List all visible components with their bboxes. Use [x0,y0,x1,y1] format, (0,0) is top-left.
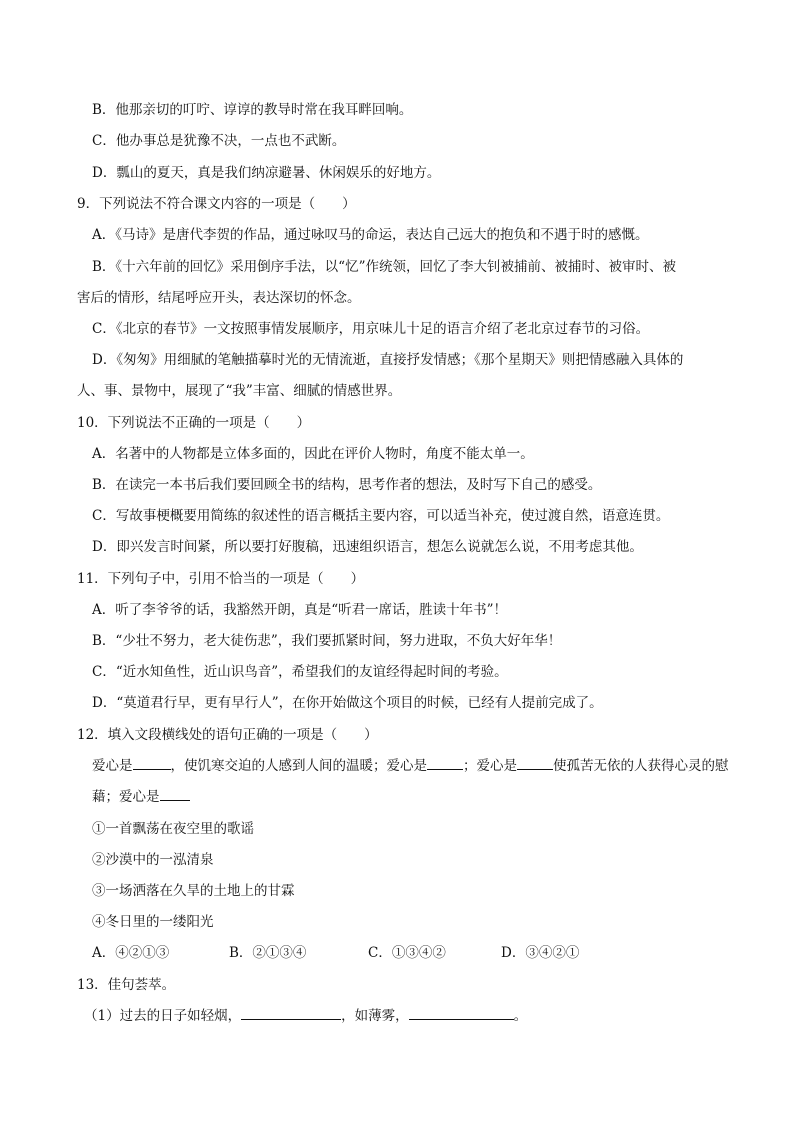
q11-option-d: D．“莫道君行早，更有早行人”，在你开始做这个项目的时候，已经有人提前完成了。 [92,695,603,711]
fill-blank-2[interactable] [427,757,463,770]
fill-blank-4[interactable] [160,788,190,801]
q10-option-a: A．名著中的人物都是立体多面的，因此在评价人物时，角度不能太单一。 [92,446,534,462]
passage-text: 藉；爱心是 [92,789,160,805]
q12-passage-line-1 [92,757,729,775]
q11-option-c: C．“近水知鱼性，近山识鸟音”，希望我们的友谊经得起时间的考验。 [92,664,508,680]
q12-passage-line-2 [92,788,190,806]
q12-option-b[interactable]: B．②①③④ [229,945,307,961]
q10-option-c: C．写故事梗概要用简练的叙述性的语言概括主要内容，可以适当补充，使过渡自然，语意连贯。 [92,508,670,524]
passage-text: 爱心是 [92,758,133,774]
passage-text: ，使饥寒交迫的人感到人间的温暖；爱心是 [170,758,427,774]
q9-option-b: B．《十六年前的回忆》采用倒序手法，以“忆”作统领，回忆了李大钊被捕前、被捕时、被审时、被 [92,259,676,275]
q9-option-b-cont: 害后的情形，结尾呼应开头，表达深切的怀念。 [77,290,361,306]
passage-text: ；爱心是 [463,758,517,774]
fill-blank-3[interactable] [517,757,553,770]
sub-text: 。 [513,1008,528,1024]
q12-option-a[interactable]: A．④②①③ [92,945,170,961]
q13-blank-2[interactable] [409,1007,514,1020]
question-9-stem: 9．下列说法不符合课文内容的一项是（ ） [77,196,356,212]
q9-option-c: C．《北京的春节》一文按照事情发展顺序，用京味儿十足的语言介绍了老北京过春节的习俗。 [92,321,650,337]
prev-option-c: C．他办事总是犹豫不决，一点也不武断。 [92,133,346,149]
q11-option-b: B．“少壮不努力，老大徒伤悲”，我们要抓紧时间，努力进取，不负大好年华！ [92,633,562,649]
q12-options [92,944,579,962]
q10-option-d: D．即兴发言时间紧，所以要打好腹稿，迅速组织语言，想怎么说就怎么说，不用考虑其他。 [92,539,643,555]
q12-option-d[interactable]: D．③④②① [501,945,580,961]
prev-option-d: D．瓢山的夏天，真是我们纳凉避暑、休闲娱乐的好地方。 [92,165,441,181]
q9-option-d: D．《匆匆》用细腻的笔触描摹时光的无情流逝，直接抒发情感；《那个星期天》则把情感融入具体的 [92,352,684,368]
q10-option-b: B．在读完一本书后我们要回顾全书的结构，思考作者的想法，及时写下自己的感受。 [92,477,602,493]
q12-item-1: ①一首飘荡在夜空里的歌谣 [92,821,254,837]
q13-blank-1[interactable] [241,1007,341,1020]
sub-text: ，如薄雾， [341,1008,409,1024]
q13-sub-1 [84,1007,527,1025]
q12-item-4: ④冬日里的一缕阳光 [92,914,214,930]
question-12-stem: 12．填入文段横线处的语句正确的一项是（ ） [77,727,378,743]
question-13-stem: 13．佳句荟萃。 [77,977,176,993]
sub-text: （1）过去的日子如轻烟， [84,1008,242,1024]
q12-option-c[interactable]: C．①③④② [368,945,446,961]
question-10-stem: 10．下列说法不正确的一项是（ ） [77,415,311,431]
prev-option-b: B．他那亲切的叮咛、谆谆的教导时常在我耳畔回响。 [92,102,413,118]
passage-text: 使孤苦无依的人获得心灵的慰 [553,758,729,774]
q12-item-3: ③一场洒落在久旱的土地上的甘霖 [92,883,295,899]
question-11-stem: 11．下列句子中，引用不恰当的一项是（ ） [77,571,365,587]
fill-blank-1[interactable] [133,757,171,770]
q9-option-a: A．《马诗》是唐代李贺的作品，通过咏叹马的命运，表达自己远大的抱负和不遇于时的感慨。 [92,227,649,243]
q9-option-d-cont: 人、事、景物中，展现了“我”丰富、细腻的情感世界。 [77,383,402,399]
q11-option-a: A．听了李爷爷的话，我豁然开朗，真是“听君一席话，胜读十年书”！ [92,602,508,618]
q12-item-2: ②沙漠中的一泓清泉 [92,852,214,868]
